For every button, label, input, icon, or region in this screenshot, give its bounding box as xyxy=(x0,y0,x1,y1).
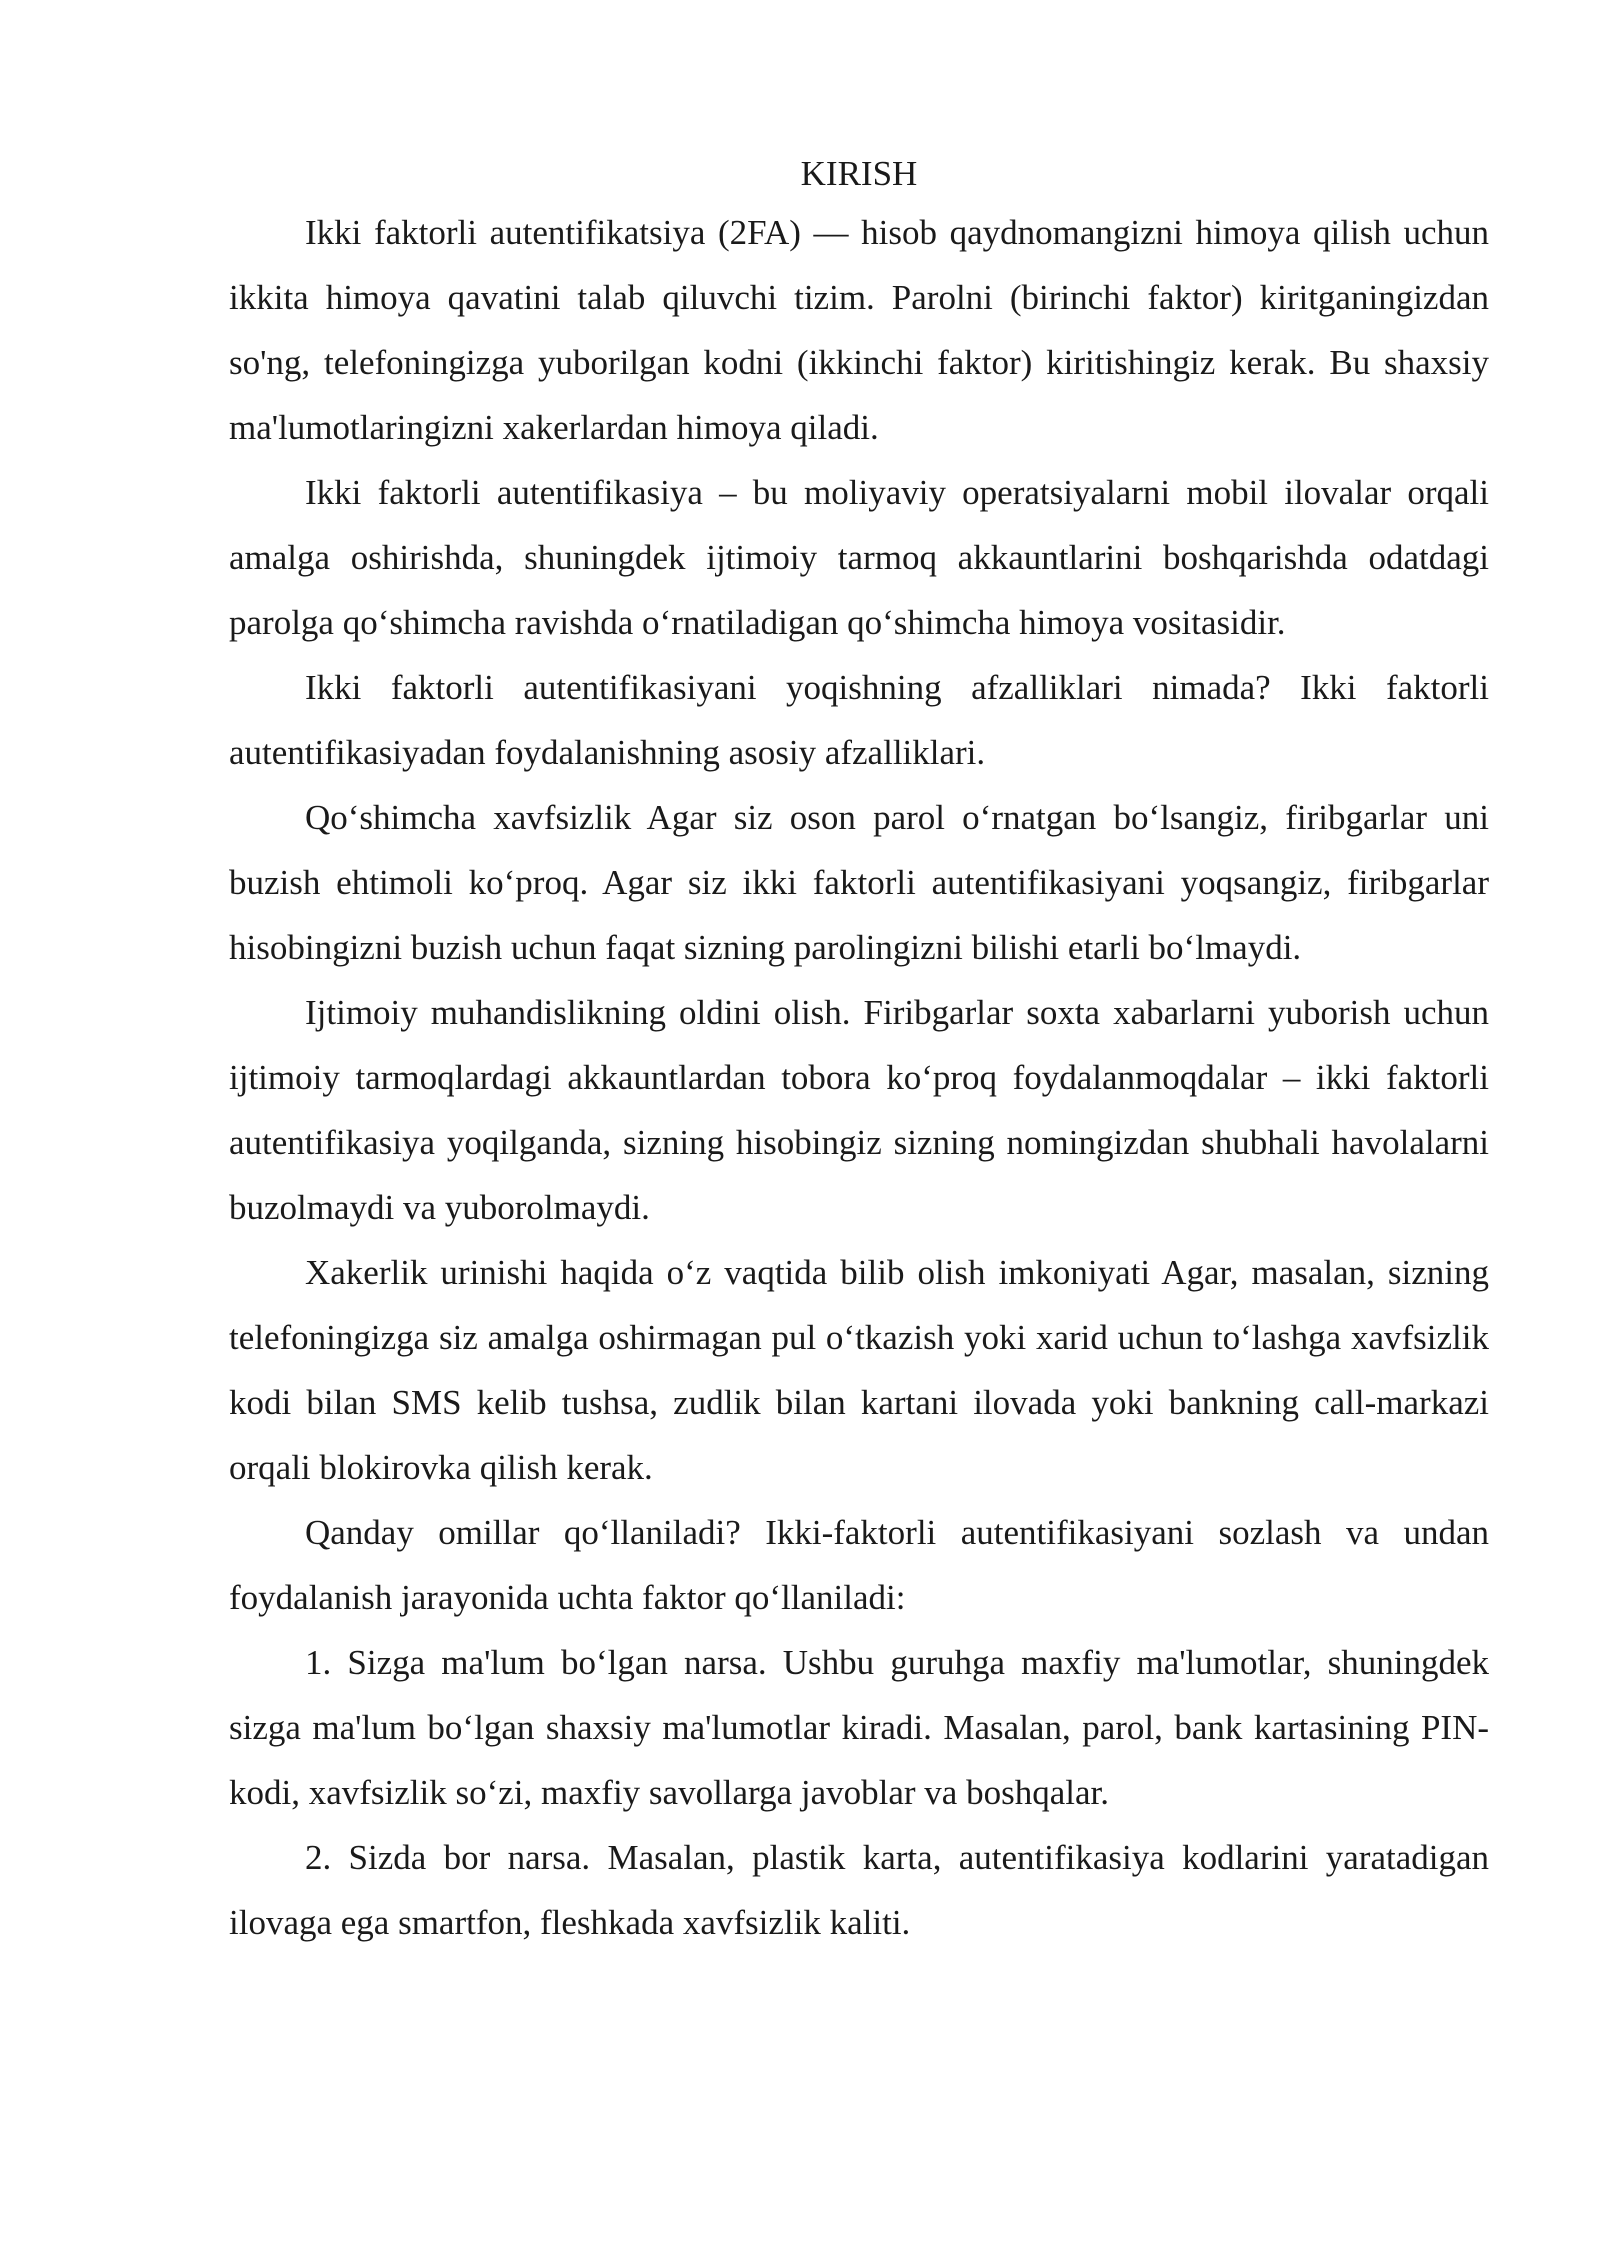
paragraph-advantages-question: Ikki faktorli autentifikasiyani yoqishning afzalliklari nimada? Ikki faktorli autentifikasiyadan foydalanishning asosiy afzalliklari. xyxy=(229,668,1489,772)
paragraph-factor-knowledge: 1. Sizga ma'lum boʻlgan narsa. Ushbu guruhga maxfiy ma'lumotlar, shuningdek sizga ma'lum boʻlgan shaxsiy ma'lumotlar kiradi. Masalan, parol, bank kartasining PIN-kodi, xavfsizlik soʻzi, maxfiy savollarga javoblar va boshqalar. xyxy=(229,1643,1489,1812)
document-heading: KIRISH xyxy=(800,154,918,193)
paragraph-definition: Ikki faktorli autentifikasiya – bu moliyaviy operatsiyalarni mobil ilovalar orqali amalga oshirishda, shuningdek ijtimoiy tarmoq akkauntlarini boshqarishda odatdagi parolga qoʻshimcha ravishda oʻrnatiladigan qoʻshimcha himoya vositasidir. xyxy=(229,473,1489,642)
paragraph-factors-question: Qanday omillar qoʻllaniladi? Ikki-faktorli autentifikasiyani sozlash va undan foydalanish jarayonida uchta faktor qoʻllaniladi: xyxy=(229,1513,1489,1617)
paragraph-social-engineering: Ijtimoiy muhandislikning oldini olish. Firibgarlar soxta xabarlarni yuborish uchun ijtimoiy tarmoqlardagi akkauntlardan tobora koʻproq foydalanmoqdalar – ikki faktorli autentifikasiya yoqilganda, sizning hisobingiz sizning nomingizdan shubhali havolalarni buzolmaydi va yuborolmaydi. xyxy=(229,993,1489,1227)
paragraph-factor-possession: 2. Sizda bor narsa. Masalan, plastik karta, autentifikasiya kodlarini yaratadigan ilovaga ega smartfon, fleshkada xavfsizlik kaliti. xyxy=(229,1838,1489,1942)
paragraph-hacking-detection: Xakerlik urinishi haqida oʻz vaqtida bilib olish imkoniyati Agar, masalan, sizning telefoningizga siz amalga oshirmagan pul oʻtkazish yoki xarid uchun toʻlashga xavfsizlik kodi bilan SMS kelib tushsa, zudlik bilan kartani ilovada yoki bankning call-markazi orqali blokirovka qilish kerak. xyxy=(229,1253,1489,1487)
paragraph-extra-security: Qoʻshimcha xavfsizlik Agar siz oson parol oʻrnatgan boʻlsangiz, firibgarlar uni buzish ehtimoli koʻproq. Agar siz ikki faktorli autentifikasiyani yoqsangiz, firibgarlar hisobingizni buzish uchun faqat sizning parolingizni bilishi etarli boʻlmaydi. xyxy=(229,798,1489,967)
document-page xyxy=(229,148,1489,1955)
paragraph-intro-2fa: Ikki faktorli autentifikatsiya (2FA) — hisob qaydnomangizni himoya qilish uchun ikkita himoya qavatini talab qiluvchi tizim. Parolni (birinchi faktor) kiritganingizdan so'ng, telefoningizga yuborilgan kodni (ikkinchi faktor) kiritishingiz kerak. Bu shaxsiy ma'lumotlaringizni xakerlardan himoya qiladi. xyxy=(229,213,1489,447)
